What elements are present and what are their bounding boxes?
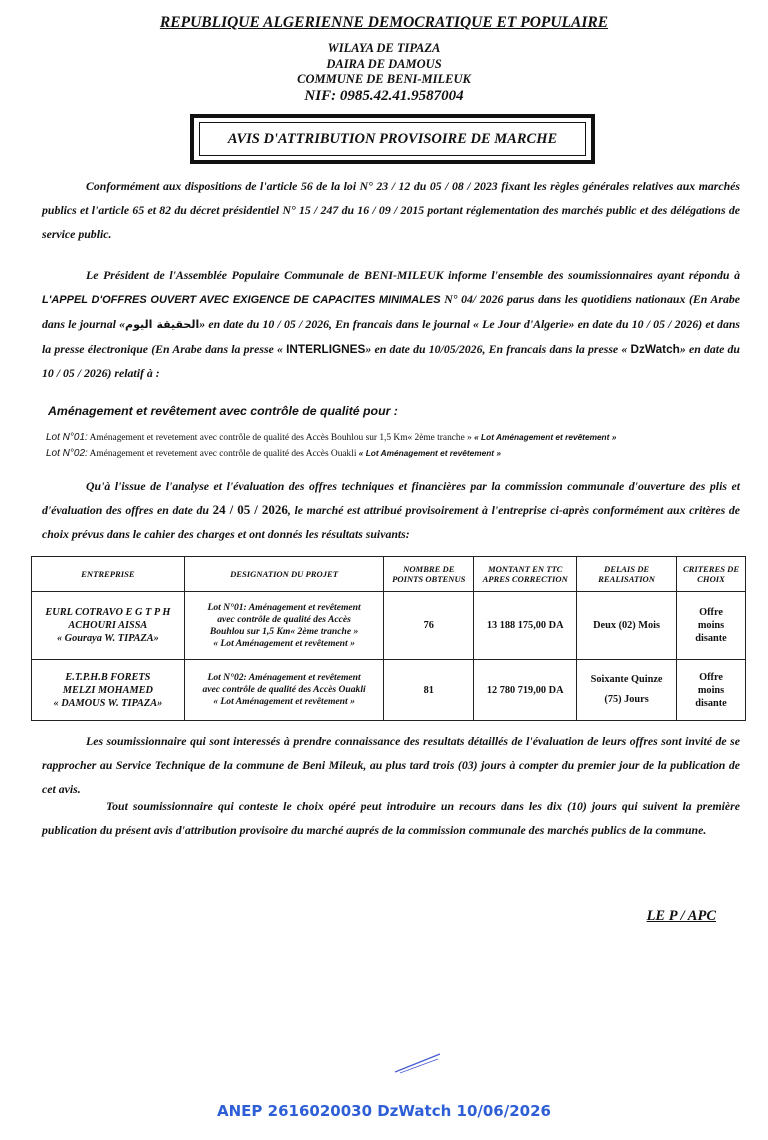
intro-text: Conformément aux dispositions de l'article 56 de la loi N° 23 / 12 du 05 / 08 / 2023 fixant les règles générales relatives aux marchés publics et l'article 65 et 82 du décret présidentiel N° 15 / 247 du 16 / 09 / 2015 portant réglementation des marchés public et des délégations de service public. — [42, 179, 740, 241]
evaluation-date: 24 / 05 / 2026 — [212, 502, 288, 517]
project-line: Lot N°01: Aménagement et revêtement — [207, 601, 361, 613]
press-dzwatch: DzWatch — [630, 342, 680, 356]
president-text-1: Le Président de l'Assemblée Populaire Communale de BENI-MILEUK informe l'ensemble des soumissionnaires ayant répondu à — [86, 268, 740, 282]
evaluation-paragraph — [42, 474, 740, 546]
criteria-line: disante — [695, 697, 727, 709]
table-header-row — [32, 557, 746, 592]
lot-2-tag: « Lot Aménagement et revêtement » — [358, 448, 501, 458]
notice-title-box — [190, 114, 595, 164]
company-line: EURL COTRAVO E G T P H — [45, 607, 171, 618]
nif-line: NIF: 0985.42.41.9587004 — [304, 88, 464, 104]
signature-label: LE P / APC — [646, 908, 716, 924]
project-line: Lot N°02: Aménagement et revêtement — [207, 672, 361, 683]
company-line: « Gouraya W. TIPAZA» — [56, 633, 159, 644]
criteria-cell — [677, 592, 746, 660]
company-line: ACHOURI AISSA — [68, 620, 148, 631]
recourse-paragraph — [42, 794, 740, 842]
delay-line: (75) Jours — [604, 694, 649, 705]
arabic-journal-name: الحقيقة اليوم — [125, 318, 200, 331]
president-text-5: » en date du 10 / 05 / 2026) relatif à : — [42, 342, 740, 380]
project-cell — [184, 592, 384, 660]
table-row — [32, 660, 746, 721]
lot-2-text: Aménagement et revetement avec contrôle de qualité des Accès Ouakli — [87, 449, 359, 459]
signature-mark — [392, 1050, 444, 1076]
header-entreprise: ENTREPRISE — [32, 557, 185, 592]
header-designation: DESIGNATION DU PROJET — [184, 557, 384, 592]
intro-paragraph — [42, 174, 740, 246]
amount-cell: 12 780 719,00 DA — [474, 660, 577, 721]
lot-1-text: Aménagement et revetement avec contrôle de qualité des Accès Bouhlou sur 1,5 Km« 2ème tranche » — [87, 433, 475, 443]
criteria-line: moins — [697, 684, 725, 696]
project-line: Bouhlou sur 1,5 Km« 2ème tranche » — [209, 625, 359, 637]
lot-line-2 — [46, 448, 501, 459]
criteria-line: Offre — [699, 671, 723, 683]
delay-line: Soixante Quinze — [590, 674, 663, 685]
president-text-3: » en date du 10 / 05 / 2026, En francais dans le journal « Le Jour d'Algerie» en date du 10 / 05 / 2026) et dans la presse électronique (En Arabe dans la presse « — [42, 317, 740, 356]
evaluation-text-2: , le marché est attribué provisoirement à l'entreprise ci-après conformément aux critères de choix prévus dans le cahier des charges et ont donnés les résultats suivants: — [42, 503, 741, 541]
lot-line-1 — [46, 432, 616, 443]
lot-2-id: Lot N°02: — [46, 448, 88, 459]
criteria-line: moins — [697, 620, 725, 631]
footer-reference: ANEP 2616020030 DzWatch 10/06/2026 — [217, 1102, 551, 1120]
delay-cell — [577, 660, 677, 721]
info-text: Les soumissionnaire qui sont interessés à prendre connaissance des resultats détaillés de l'évaluation de leurs offres sont invité de se rapprocher au Service Technique de la commune de Beni Mileuk, au plus tard trois (03) jours à compter du premier jour de la publication de cet avis. — [42, 734, 740, 796]
criteria-line: disante — [695, 633, 727, 644]
project-line: avec contrôle de qualité des Accès Ouakli — [202, 684, 366, 695]
criteria-line: Offre — [699, 607, 723, 618]
delay-cell — [577, 592, 677, 660]
project-cell — [184, 660, 384, 721]
criteria-cell — [677, 660, 746, 721]
commune-line: COMMUNE DE BENI-MILEUK — [297, 72, 471, 86]
evaluation-text-1: Qu'à l'issue de l'analyse et l'évaluation des offres techniques et financières par la commission communale d'ouverture des plis et d'évaluation des offres en date du — [42, 479, 740, 517]
amount-cell: 13 188 175,00 DA — [474, 592, 577, 660]
results-table — [31, 556, 746, 721]
president-text-2: N° 04/ 2026 parus dans les quotidiens nationaux (En Arabe dans le journal « — [42, 292, 740, 331]
header-delais: DELAIS DE REALISATION — [577, 557, 677, 592]
president-text-4: » en date du 10/05/2026, En francais dans la presse « — [365, 342, 631, 356]
project-line: avec contrôle de qualité des Accès — [217, 613, 351, 625]
notice-title: AVIS D'ATTRIBUTION PROVISOIRE DE MARCHE — [199, 122, 586, 156]
call-type: L'APPEL D'OFFRES OUVERT AVEC EXIGENCE DE CAPACITES MINIMALES — [42, 294, 441, 306]
header-criteres: CRITERES DE CHOIX — [677, 557, 746, 592]
info-paragraph — [42, 729, 740, 801]
wilaya-line: WILAYA DE TIPAZA — [327, 41, 441, 55]
company-line: MELZI MOHAMED — [62, 684, 153, 696]
delay-line: Deux (02) Mois — [593, 620, 661, 631]
table-row — [32, 592, 746, 660]
project-line: « Lot Aménagement et revêtement » — [213, 637, 355, 649]
points-cell: 76 — [384, 592, 474, 660]
subject-line: Aménagement et revêtement avec contrôle de qualité pour : — [48, 404, 398, 418]
points-cell: 81 — [384, 660, 474, 721]
header-montant: MONTANT EN TTC APRES CORRECTION — [474, 557, 577, 592]
header-points: NOMBRE DE POINTS OBTENUS — [384, 557, 474, 592]
lot-1-id: Lot N°01: — [46, 432, 88, 443]
republic-title: REPUBLIQUE ALGERIENNE DEMOCRATIQUE ET POPULAIRE — [159, 14, 609, 31]
recourse-text: Tout soumissionnaire qui conteste le choix opéré peut introduire un recours dans les dix (10) jours qui suivent la première publication du présent avis d'attribution provisoire du marché auprés de la commission communale des marchés publics de la commune. — [42, 799, 740, 837]
company-line: E.T.P.H.B FORETS — [65, 671, 151, 683]
company-cell — [32, 660, 185, 721]
press-interlignes: INTERLIGNES — [286, 342, 366, 356]
company-cell — [32, 592, 185, 660]
lot-1-tag: « Lot Aménagement et revêtement » — [474, 432, 617, 442]
company-line: « DAMOUS W. TIPAZA» — [53, 697, 163, 709]
project-line: « Lot Aménagement et revêtement » — [213, 696, 355, 707]
president-paragraph — [42, 263, 740, 385]
daira-line: DAIRA DE DAMOUS — [326, 57, 442, 71]
